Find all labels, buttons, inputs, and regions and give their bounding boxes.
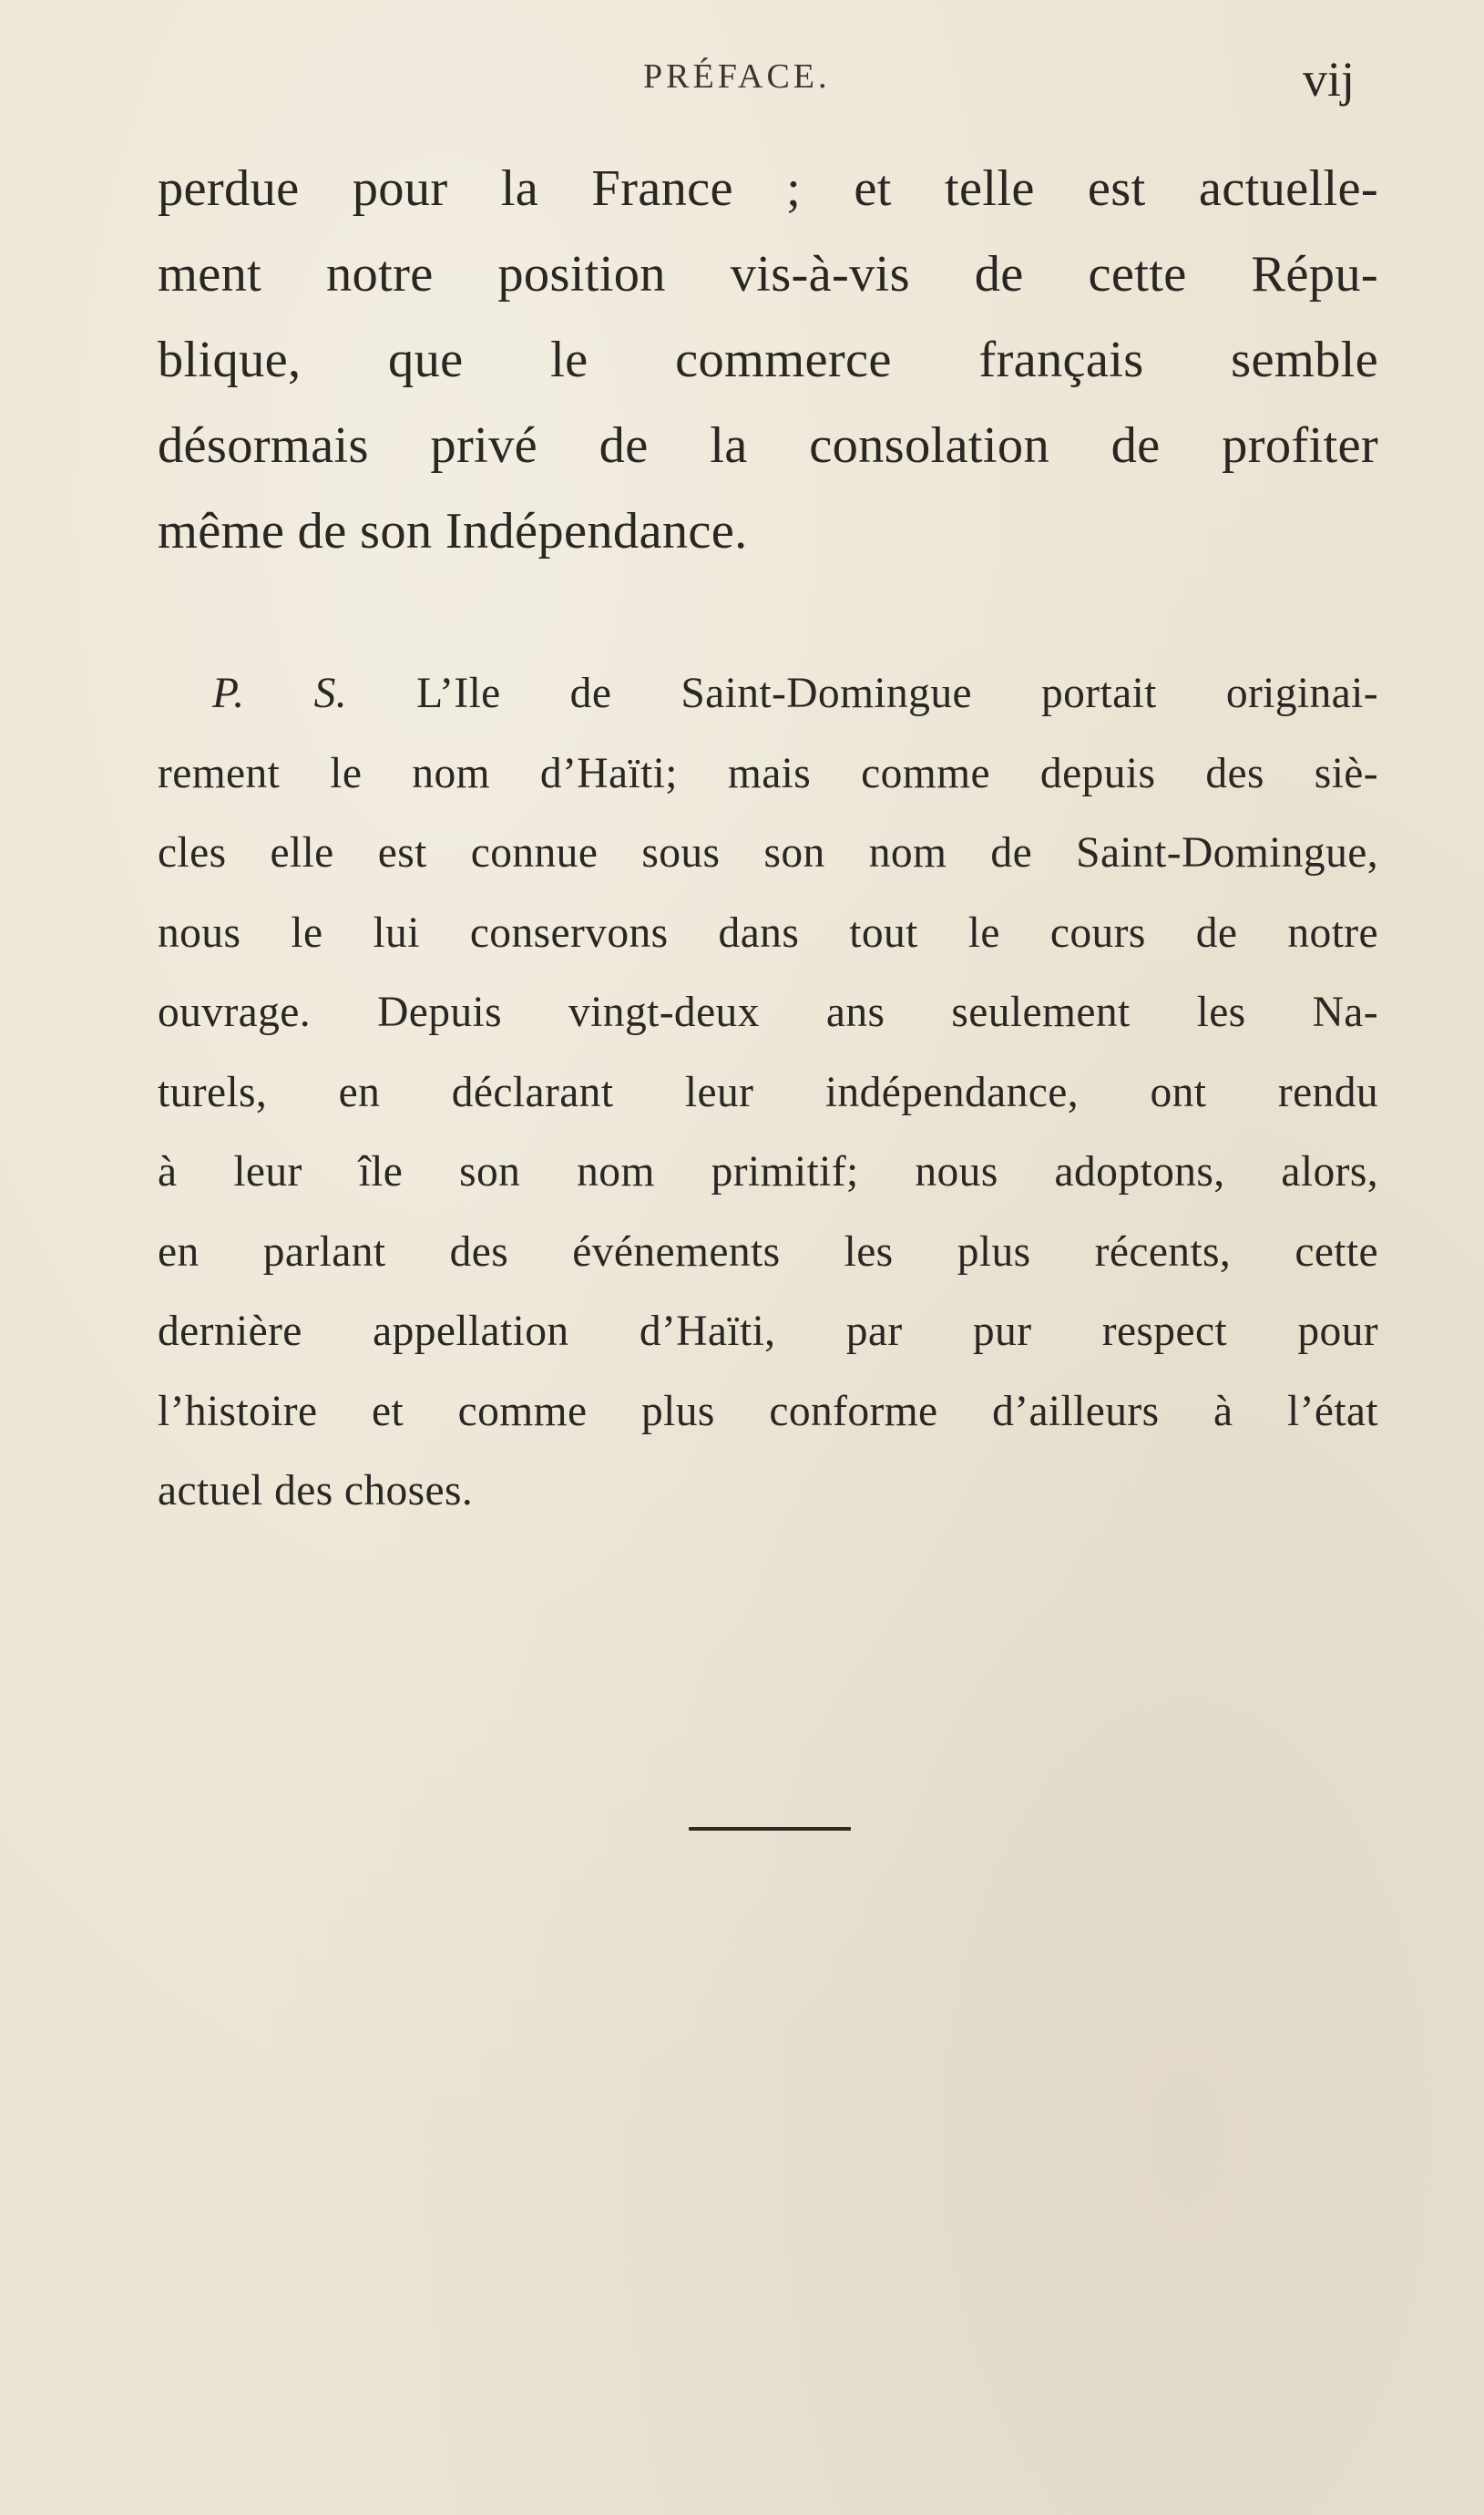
running-head — [0, 52, 1484, 120]
postscript-paragraph — [158, 654, 1378, 1532]
text-line: cles elle est connue sous son nom de Saint-Domingue, — [158, 829, 1378, 877]
postscript-label: P. S. — [212, 670, 348, 717]
page-number: vij — [1303, 52, 1356, 107]
running-title: PRÉFACE. — [643, 57, 831, 96]
text-line: ouvrage. Depuis vingt-deux ans seulement les Na- — [158, 989, 1378, 1036]
text-line: dernière appellation d’Haïti, par pur respect pour — [158, 1308, 1378, 1355]
paragraph-continuation — [158, 146, 1378, 574]
end-rule-divider — [689, 1827, 851, 1831]
text-line: nous le lui conservons dans tout le cours de notre — [158, 908, 1378, 957]
text-line: en parlant des événements les plus récents, cette — [158, 1227, 1378, 1276]
text-line: blique, que le commerce français semble — [158, 332, 1378, 388]
text-line: même de son Indépendance. — [158, 503, 748, 559]
text-line: à leur île son nom primitif; nous adoptons, alors, — [158, 1148, 1378, 1196]
text-line: perdue pour la France ; et telle est actuelle- — [158, 160, 1378, 217]
text-line: rement le nom d’Haïti; mais comme depuis des siè- — [158, 749, 1378, 797]
text-line: l’histoire et comme plus conforme d’ailleurs à l’état — [158, 1387, 1378, 1435]
text-line: actuel des choses. — [158, 1467, 474, 1514]
postscript-first-line-text: L’Ile de Saint-Domingue portait originai- — [416, 670, 1378, 717]
text-line: turels, en déclarant leur indépendance, ont rendu — [158, 1068, 1378, 1116]
text-line: désormais privé de la consolation de profiter — [158, 417, 1378, 474]
postscript-first-line — [158, 654, 1378, 734]
text-line: ment notre position vis-à-vis de cette Répu- — [158, 246, 1378, 303]
